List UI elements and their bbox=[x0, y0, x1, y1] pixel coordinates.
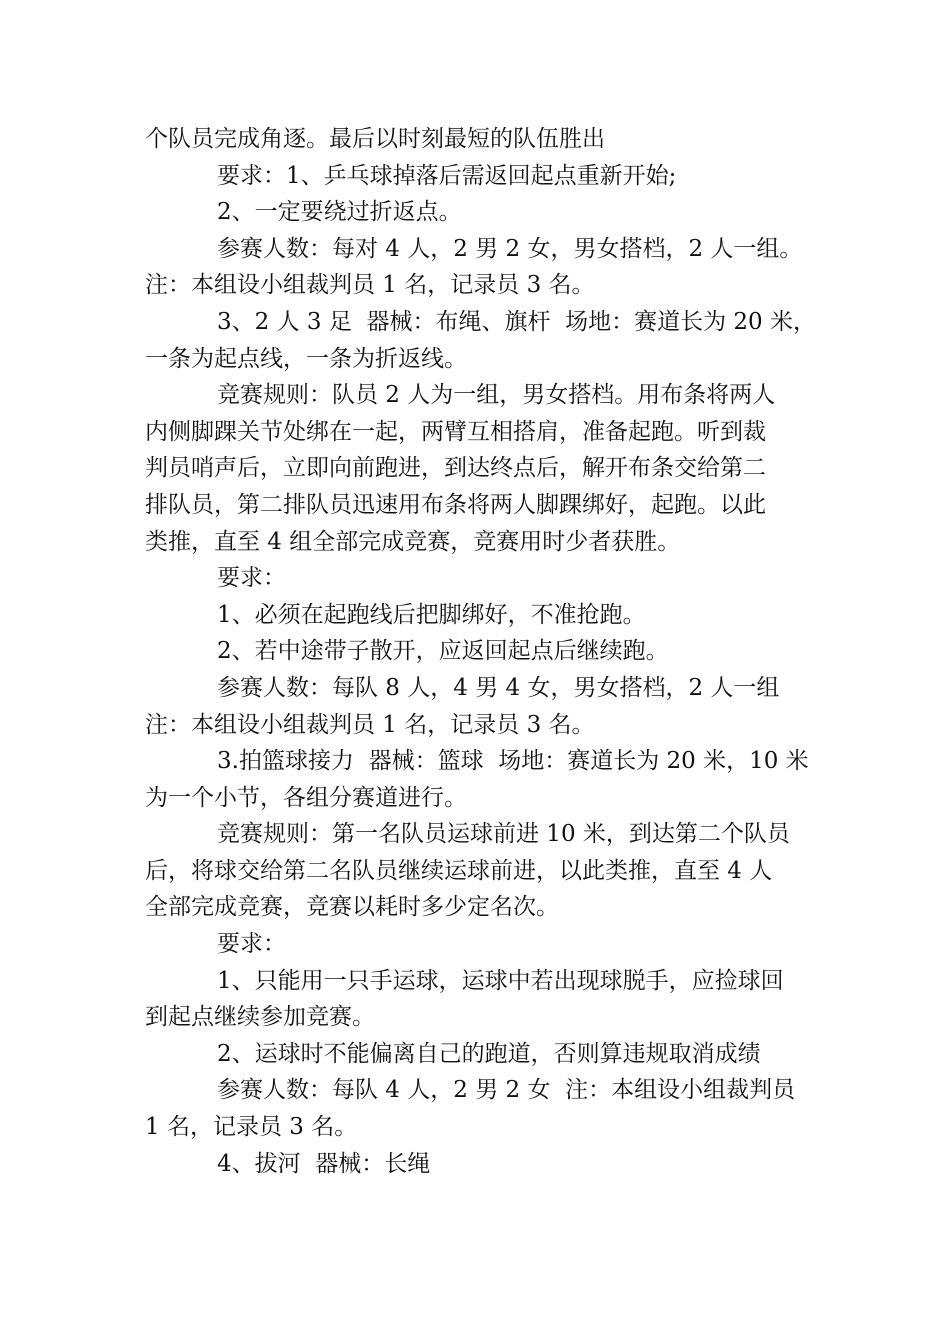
text-line: 类推，直至 4 组全部完成竞赛，竞赛用时少者获胜。 bbox=[145, 528, 681, 555]
text-line: 后，将球交给第二名队员继续运球前进，以此类推，直至 4 人 bbox=[145, 857, 773, 884]
text-line: 要求： bbox=[217, 565, 286, 592]
text-line: 竞赛规则：队员 2 人为一组，男女搭档。用布条将两人 bbox=[217, 382, 776, 409]
text-line: 一条为起点线，一条为折返线。 bbox=[145, 345, 467, 372]
text-line: 3、2 人 3 足 器械：布绳、旗杆 场地：赛道长为 20 米， bbox=[217, 308, 816, 335]
text-line: 4、拔河 器械：长绳 bbox=[217, 1150, 431, 1177]
text-line: 3.拍篮球接力 器械：篮球 场地：赛道长为 20 米，10 米 bbox=[217, 748, 809, 775]
document-body bbox=[145, 121, 816, 1182]
text-line: 到起点继续参加竞赛。 bbox=[145, 1004, 375, 1031]
text-line: 内侧脚踝关节处绑在一起，两臂互相搭肩，准备起跑。听到裁 bbox=[145, 418, 766, 445]
text-line: 2、若中途带子散开，应返回起点后继续跑。 bbox=[217, 638, 669, 665]
text-line: 竞赛规则：第一名队员运球前进 10 米，到达第二个队员 bbox=[217, 821, 790, 848]
text-line: 参赛人数：每队 8 人，4 男 4 女，男女搭档，2 人一组 bbox=[217, 674, 780, 701]
text-line: 2、运球时不能偏离自己的跑道，否则算违规取消成绩 bbox=[217, 1040, 761, 1067]
text-line: 1 名，记录员 3 名。 bbox=[145, 1114, 358, 1141]
text-line: 注：本组设小组裁判员 1 名，记录员 3 名。 bbox=[145, 711, 595, 738]
text-line: 为一个小节，各组分赛道进行。 bbox=[145, 784, 467, 811]
text-line: 1、只能用一只手运球，运球中若出现球脱手，应捡球回 bbox=[217, 967, 784, 994]
text-line: 全部完成竞赛，竞赛以耗时多少定名次。 bbox=[145, 894, 559, 921]
text-line: 2、一定要绕过折返点。 bbox=[217, 199, 462, 226]
text-line: 个队员完成角逐。最后以时刻最短的队伍胜出 bbox=[145, 126, 605, 152]
text-line: 要求：1、乒乓球掉落后需返回起点重新开始; bbox=[217, 162, 677, 189]
text-line: 注：本组设小组裁判员 1 名，记录员 3 名。 bbox=[145, 272, 595, 299]
text-line: 要求： bbox=[217, 931, 286, 958]
text-line: 参赛人数：每队 4 人，2 男 2 女 注：本组设小组裁判员 bbox=[217, 1077, 796, 1104]
text-line: 1、必须在起跑线后把脚绑好，不准抢跑。 bbox=[217, 601, 646, 628]
text-line: 排队员，第二排队员迅速用布条将两人脚踝绑好，起跑。以此 bbox=[145, 491, 766, 518]
text-line: 判员哨声后，立即向前跑进，到达终点后，解开布条交给第二 bbox=[145, 455, 766, 482]
text-line: 参赛人数：每对 4 人，2 男 2 女，男女搭档，2 人一组。 bbox=[217, 235, 803, 262]
